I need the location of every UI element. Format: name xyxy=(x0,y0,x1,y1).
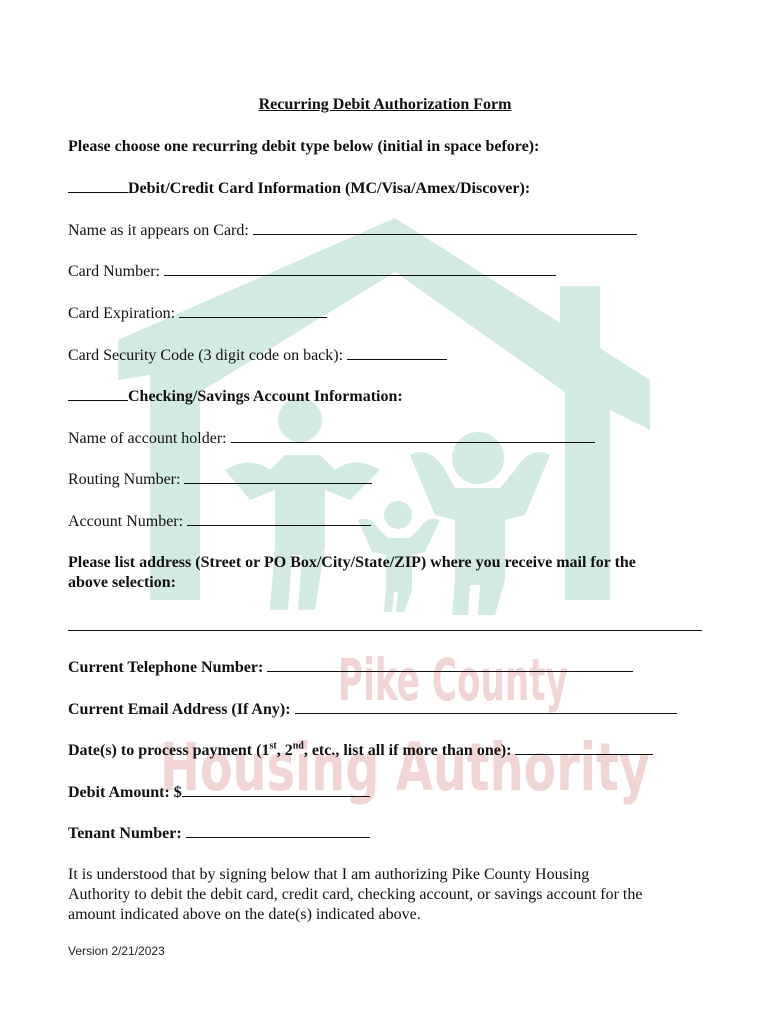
chimney-icon xyxy=(560,286,600,366)
form-title: Recurring Debit Authorization Form xyxy=(258,96,512,113)
phone-field[interactable] xyxy=(267,657,633,672)
bank-initial-blank[interactable] xyxy=(68,386,128,401)
address-instruction-1: Please list address (Street or PO Box/City/State/ZIP) where you receive mail for the xyxy=(68,554,636,571)
card-section-label: Debit/Credit Card Information (MC/Visa/Amex/Discover): xyxy=(128,180,531,197)
bank-section-heading xyxy=(68,386,403,407)
email-field[interactable] xyxy=(295,699,677,714)
agreement-paragraph xyxy=(68,865,708,925)
card-security-label: Card Security Code (3 digit code on back): xyxy=(68,347,344,364)
bank-section-label: Checking/Savings Account Information: xyxy=(128,388,403,405)
dates-field[interactable] xyxy=(515,740,653,755)
email-row xyxy=(68,699,677,720)
card-expiration-label: Card Expiration: xyxy=(68,305,176,322)
tenant-field[interactable] xyxy=(186,823,370,838)
card-name-row xyxy=(68,220,637,241)
card-name-field[interactable] xyxy=(253,220,637,235)
dates-sup-1: st xyxy=(269,740,277,752)
dates-label-part-1: Date(s) to process payment (1 xyxy=(68,742,270,759)
routing-field[interactable] xyxy=(184,469,372,484)
account-field[interactable] xyxy=(187,511,371,526)
tenant-row xyxy=(68,823,370,844)
debit-amount-field[interactable] xyxy=(182,782,370,797)
card-number-row xyxy=(68,261,556,282)
holder-field[interactable] xyxy=(231,428,595,443)
agreement-line-1: It is understood that by signing below that I am authorizing Pike County Housing xyxy=(68,866,590,883)
card-expiration-row xyxy=(68,303,327,324)
account-label: Account Number: xyxy=(68,513,184,530)
card-number-field[interactable] xyxy=(164,261,556,276)
routing-row xyxy=(68,469,372,490)
card-name-label: Name as it appears on Card: xyxy=(68,222,249,239)
routing-label: Routing Number: xyxy=(68,471,181,488)
instruction-text: Please choose one recurring debit type below (initial in space before): xyxy=(68,138,540,155)
watermark-line-2: Housing Authority xyxy=(160,729,650,806)
dates-row xyxy=(68,740,653,761)
address-field[interactable] xyxy=(68,618,702,631)
dates-label-part-3: , etc., list all if more than one): xyxy=(303,742,512,759)
card-expiration-field[interactable] xyxy=(179,303,327,318)
card-security-row xyxy=(68,345,447,366)
dates-label-part-2: , 2 xyxy=(276,742,293,759)
holder-label: Name of account holder: xyxy=(68,430,227,447)
card-initial-blank[interactable] xyxy=(68,178,128,193)
account-row xyxy=(68,511,371,532)
agreement-line-2: Authority to debit the debit card, credit card, checking account, or savings account for the xyxy=(68,886,643,903)
card-security-field[interactable] xyxy=(347,345,447,360)
address-instruction-2: above selection: xyxy=(68,574,176,591)
version-label: Version 2/21/2023 xyxy=(68,944,165,958)
debit-amount-row xyxy=(68,782,370,803)
holder-row xyxy=(68,428,595,449)
agreement-line-3: amount indicated above on the date(s) indicated above. xyxy=(68,906,421,923)
card-number-label: Card Number: xyxy=(68,263,160,280)
debit-amount-label: Debit Amount: $ xyxy=(68,784,182,801)
phone-row xyxy=(68,657,633,678)
tenant-label: Tenant Number: xyxy=(68,825,182,842)
watermark-line-1: Pike County xyxy=(338,646,568,714)
dates-sup-2: nd xyxy=(292,740,304,752)
phone-label: Current Telephone Number: xyxy=(68,659,264,676)
card-section-heading xyxy=(68,178,530,199)
email-label: Current Email Address (If Any): xyxy=(68,701,291,718)
